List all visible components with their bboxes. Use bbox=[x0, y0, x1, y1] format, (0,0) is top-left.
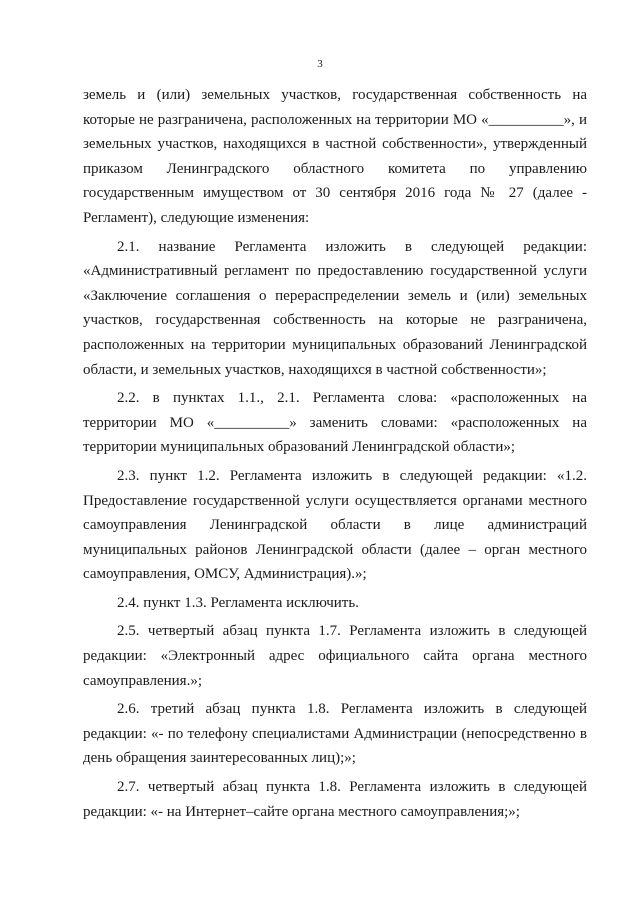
paragraph-2-7: 2.7. четвертый абзац пункта 1.8. Регламента изложить в следующей редакции: «- на Интернет–сайте органа местного самоуправления;»; bbox=[83, 779, 587, 820]
paragraph-2-1: 2.1. название Регламента изложить в следующей редакции: «Административный регламент по предоставлению государственной услуги «Заключение соглашения о перераспределении земель и (или) земельных участков, государственная собственность на которые не разграничена, расположенных на территории муниципальных образований Ленинградской области, и земельных участков, находящихся в частной собственности»; bbox=[83, 238, 587, 378]
paragraph-2-5: 2.5. четвертый абзац пункта 1.7. Регламента изложить в следующей редакции: «Электронный адрес официального сайта органа местного самоуправления.»; bbox=[83, 623, 587, 689]
document-body bbox=[83, 83, 587, 828]
page-number: 3 bbox=[317, 58, 323, 70]
paragraph-2-4: 2.4. пункт 1.3. Регламента исключить. bbox=[117, 594, 359, 611]
paragraph-2-6: 2.6. третий абзац пункта 1.8. Регламента изложить в следующей редакции: «- по телефону специалистами Администрации (непосредственно в день обращения заинтересованных лиц);»; bbox=[83, 701, 587, 767]
paragraph-2-3: 2.3. пункт 1.2. Регламента изложить в следующей редакции: «1.2. Предоставление государственной услуги осуществляется органами местного самоуправления Ленинградской области в лице администраций муниципальных районов Ленинградской области (далее – орган местного самоуправления, ОМСУ, Администрация).»; bbox=[83, 467, 587, 583]
paragraph-2-2: 2.2. в пунктах 1.1., 2.1. Регламента слова: «расположенных на территории МО «__________» заменить словами: «расположенных на территории муниципальных образований Ленинградской области»; bbox=[83, 390, 587, 456]
paragraph-intro-continuation: земель и (или) земельных участков, государственная собственность на которые не разграничена, расположенных на территории МО «__________», и земельных участков, находящихся в частной собственности», утвержденный приказом Ленинградского областного комитета по управлению государственным имуществом от 30 сентября 2016 года № 27 (далее - Регламент), следующие изменения: bbox=[83, 87, 587, 226]
